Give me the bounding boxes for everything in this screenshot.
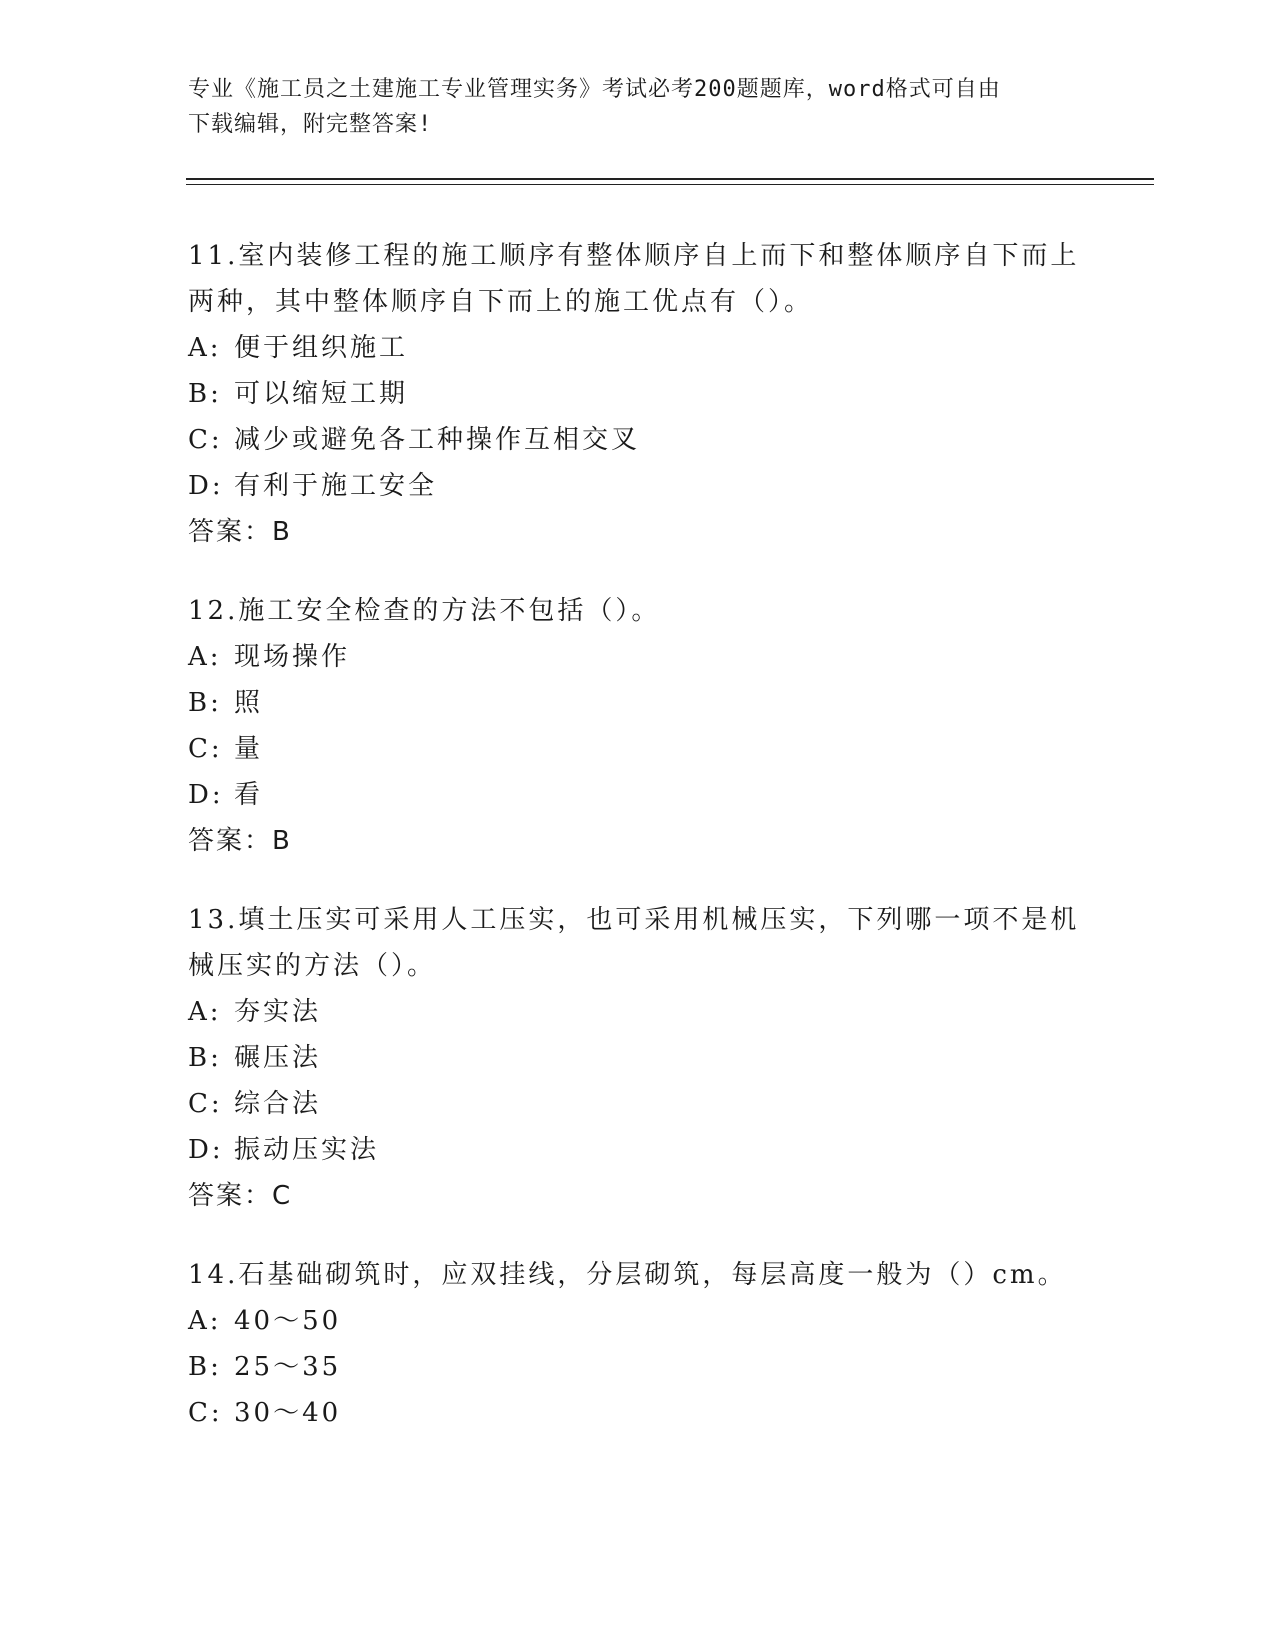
option-key: B:: [188, 379, 222, 409]
header-divider-top: [186, 178, 1154, 180]
question-11: [188, 233, 1088, 555]
option-a: [188, 1298, 1088, 1344]
answer-line: 答案：C: [188, 1181, 293, 1211]
option-text: 有利于施工安全: [234, 471, 438, 501]
option-text: 振动压实法: [234, 1135, 380, 1165]
option-key: A:: [188, 642, 222, 672]
option-b: [188, 1035, 1088, 1081]
option-text: 30～40: [234, 1398, 342, 1428]
option-key: A:: [188, 1306, 222, 1336]
option-d: [188, 463, 1088, 509]
option-d: [188, 772, 1088, 818]
option-text: 看: [234, 780, 264, 810]
option-key: A:: [188, 997, 222, 1027]
question-list: [188, 233, 1088, 1469]
option-text: 碾压法: [234, 1043, 322, 1073]
question-text-line: 13.填土压实可采用人工压实，也可采用机械压实，下列哪一项不是机: [188, 905, 1080, 935]
option-key: B:: [188, 688, 222, 718]
option-key: C:: [188, 425, 223, 455]
option-text: 综合法: [234, 1089, 322, 1119]
option-key: C:: [188, 1089, 223, 1119]
option-text: 40～50: [234, 1306, 342, 1336]
question-text-line: 械压实的方法（）。: [188, 951, 437, 981]
option-key: D:: [188, 471, 224, 501]
option-b: [188, 1344, 1088, 1390]
option-key: D:: [188, 780, 224, 810]
option-c: [188, 417, 1088, 463]
option-a: [188, 325, 1088, 371]
option-key: A:: [188, 333, 222, 363]
option-c: [188, 1081, 1088, 1127]
option-b: [188, 371, 1088, 417]
option-c: [188, 726, 1088, 772]
question-text-line: 12.施工安全检查的方法不包括（）。: [188, 596, 661, 626]
document-header: [188, 72, 1068, 142]
option-text: 现场操作: [234, 642, 351, 672]
option-text: 量: [234, 734, 264, 764]
option-text: 减少或避免各工种操作互相交叉: [234, 425, 641, 455]
header-line-2: 下载编辑，附完整答案!: [188, 112, 433, 137]
option-key: B:: [188, 1352, 222, 1382]
option-text: 25～35: [234, 1352, 342, 1382]
answer-line: 答案：B: [188, 517, 292, 547]
option-key: D:: [188, 1135, 224, 1165]
option-key: C:: [188, 1398, 223, 1428]
question-text-line: 11.室内装修工程的施工顺序有整体顺序自上而下和整体顺序自下而上: [188, 241, 1080, 271]
option-a: [188, 989, 1088, 1035]
header-divider-bottom: [186, 184, 1154, 185]
question-12: [188, 588, 1088, 864]
option-text: 照: [234, 688, 264, 718]
option-c: [188, 1390, 1088, 1436]
question-text-line: 14.石基础砌筑时，应双挂线，分层砌筑，每层高度一般为（）cm。: [188, 1260, 1067, 1290]
option-key: C:: [188, 734, 223, 764]
header-line-1: 专业《施工员之土建施工专业管理实务》考试必考200题题库，word格式可自由: [188, 77, 1001, 102]
option-b: [188, 680, 1088, 726]
option-text: 夯实法: [234, 997, 322, 1027]
option-key: B:: [188, 1043, 222, 1073]
question-text-line: 两种，其中整体顺序自下而上的施工优点有（）。: [188, 287, 814, 317]
option-d: [188, 1127, 1088, 1173]
option-text: 可以缩短工期: [234, 379, 409, 409]
question-14: [188, 1252, 1088, 1436]
option-a: [188, 634, 1088, 680]
answer-line: 答案：B: [188, 826, 292, 856]
option-text: 便于组织施工: [234, 333, 409, 363]
question-13: [188, 897, 1088, 1219]
